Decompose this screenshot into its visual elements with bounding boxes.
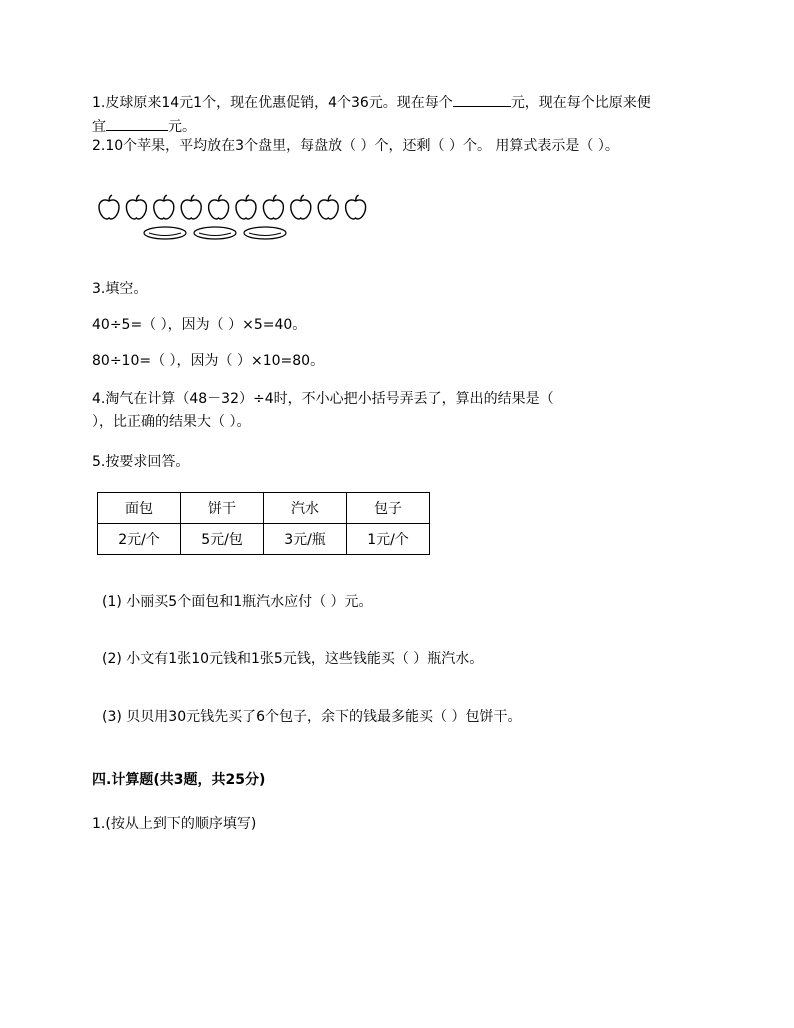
plate-icon (244, 227, 286, 239)
q5-sub2: (2) 小文有1张10元钱和1张5元钱，这些钱能买（ ）瓶汽水。 (102, 651, 484, 667)
apple-icon (291, 195, 311, 219)
q1-blank-1[interactable] (453, 92, 511, 107)
q3-line1: 40÷5=（ ），因为（ ）×5=40。 (92, 317, 307, 333)
q4-line1: 4.淘气在计算（48－32）÷4时，不小心把小括号弄丢了，算出的结果是（ (92, 391, 554, 407)
q1-text-c: 宜 (92, 119, 106, 135)
apple-icon (263, 195, 283, 219)
apple-icon (126, 195, 146, 219)
table-cell: 3元/瓶 (264, 524, 347, 555)
apple-icon (209, 195, 229, 219)
q1-text-b: 元，现在每个比原来便 (510, 95, 651, 111)
table-cell: 5元/包 (181, 524, 264, 555)
q5-title: 5.按要求回答。 (92, 454, 190, 470)
q1-blank-2[interactable] (106, 116, 168, 131)
apple-icon (236, 195, 256, 219)
table-row (98, 524, 430, 555)
apple-icon (318, 195, 338, 219)
q2-text: 2.10个苹果，平均放在3个盘里，每盘放（ ）个，还剩（ ）个。 用算式表示是（ ）。 (92, 138, 619, 154)
table-header-cell: 包子 (347, 493, 430, 524)
apple-icon (99, 195, 119, 219)
q1-line2 (92, 116, 196, 137)
apple-icon (181, 195, 201, 219)
table-header-cell: 面包 (98, 493, 181, 524)
table-header-cell: 汽水 (264, 493, 347, 524)
q1-text-a: 1.皮球原来14元1个，现在优惠促销，4个36元。现在每个 (92, 95, 453, 111)
table-cell: 1元/个 (347, 524, 430, 555)
apple-icon (154, 195, 174, 219)
q1-text-d: 元。 (168, 119, 196, 135)
q3-line2: 80÷10=（ ），因为（ ）×10=80。 (92, 353, 325, 369)
table-cell: 2元/个 (98, 524, 181, 555)
q5-sub1: (1) 小丽买5个面包和1瓶汽水应付（ ）元。 (102, 594, 373, 610)
q3-title: 3.填空。 (92, 281, 148, 297)
plate-icon (194, 227, 236, 239)
section4-title: 四.计算题(共3题，共25分) (92, 772, 266, 788)
section4-q1: 1.(按从上到下的顺序填写) (92, 816, 257, 832)
table-header-cell: 饼干 (181, 493, 264, 524)
price-table (97, 492, 430, 555)
q4-line2: ），比正确的结果大（ ）。 (92, 414, 251, 430)
q1-line1 (92, 92, 651, 113)
apples-plates-figure (96, 193, 386, 245)
apple-icon (346, 195, 366, 219)
plate-icon (144, 227, 186, 239)
q5-sub3: (3) 贝贝用30元钱先买了6个包子，余下的钱最多能买（ ）包饼干。 (102, 709, 522, 725)
table-header-row (98, 493, 430, 524)
